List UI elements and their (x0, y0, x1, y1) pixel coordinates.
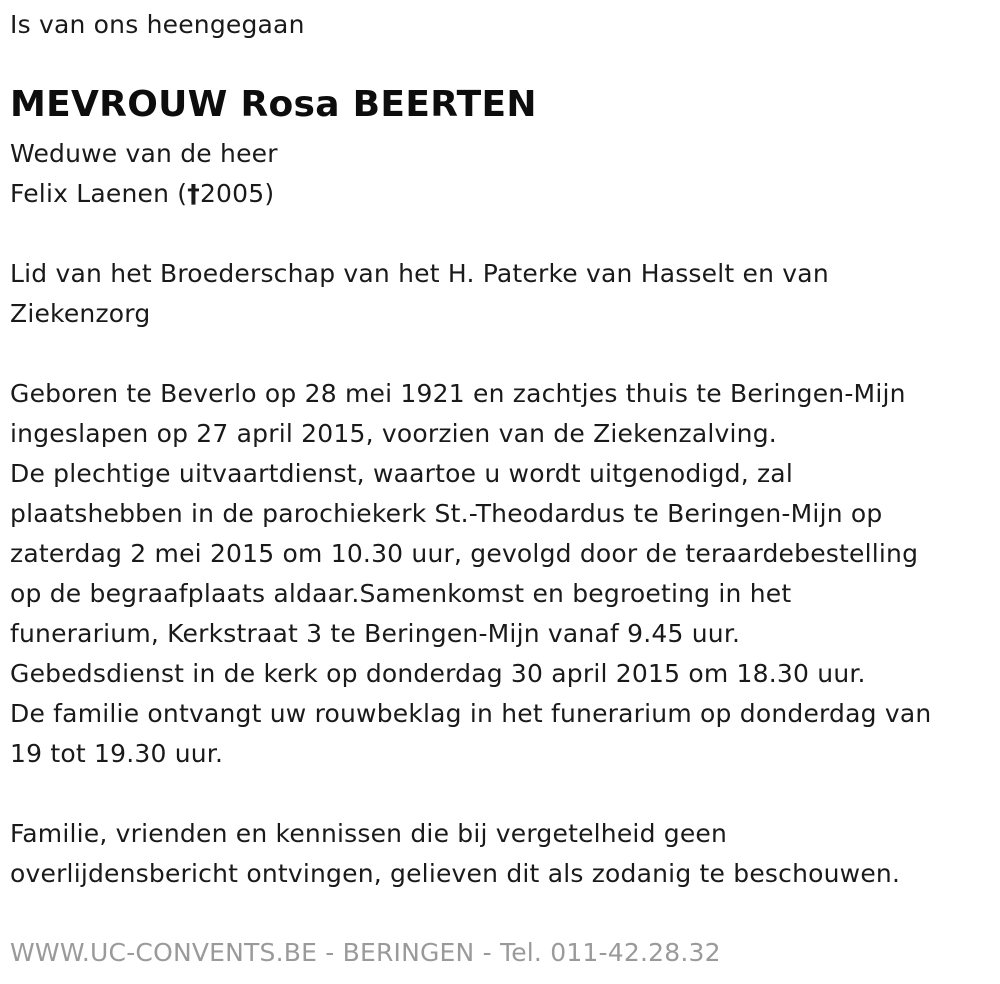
closing-line: overlijdensbericht ontvingen, gelieven dit als zodanig te beschouwen. (10, 859, 901, 888)
membership-line: Lid van het Broederschap van het H. Paterke van Hasselt en van (10, 259, 829, 288)
spouse-block (10, 134, 278, 214)
details-line: funerarium, Kerkstraat 3 te Beringen-Mijn vanaf 9.45 uur. (10, 619, 741, 648)
membership-line: Ziekenzorg (10, 299, 151, 328)
intro-text: Is van ons heengegaan (10, 10, 305, 39)
spouse-name: Felix Laenen ( (10, 179, 188, 208)
details-line: ingeslapen op 27 april 2015, voorzien van de Ziekenzalving. (10, 419, 777, 448)
closing-block (10, 814, 900, 894)
details-line: zaterdag 2 mei 2015 om 10.30 uur, gevolgd door de teraardebestelling (10, 539, 919, 568)
details-line: plaatshebben in de parochiekerk St.-Theodardus te Beringen-Mijn op (10, 499, 883, 528)
spouse-death-year: 2005) (199, 179, 275, 208)
closing-line: Familie, vrienden en kennissen die bij vergetelheid geen (10, 819, 728, 848)
deceased-name: MEVROUW Rosa BEERTEN (10, 84, 537, 125)
details-line: De plechtige uitvaartdienst, waartoe u wordt uitgenodigd, zal (10, 459, 793, 488)
details-block (10, 374, 931, 774)
details-line: op de begraafplaats aldaar.Samenkomst en begroeting in het (10, 579, 792, 608)
footer-contact: WWW.UC-CONVENTS.BE - BERINGEN - Tel. 011-42.28.32 (10, 938, 721, 967)
details-line: Geboren te Beverlo op 28 mei 1921 en zachtjes thuis te Beringen-Mijn (10, 379, 906, 408)
spouse-line: Weduwe van de heer (10, 139, 278, 168)
details-line: Gebedsdienst in de kerk op donderdag 30 april 2015 om 18.30 uur. (10, 659, 866, 688)
membership-block (10, 254, 829, 334)
details-line: De familie ontvangt uw rouwbeklag in het funerarium op donderdag van (10, 699, 932, 728)
cross-icon: † (187, 179, 200, 208)
details-line: 19 tot 19.30 uur. (10, 739, 224, 768)
spouse-name-line (10, 174, 278, 214)
